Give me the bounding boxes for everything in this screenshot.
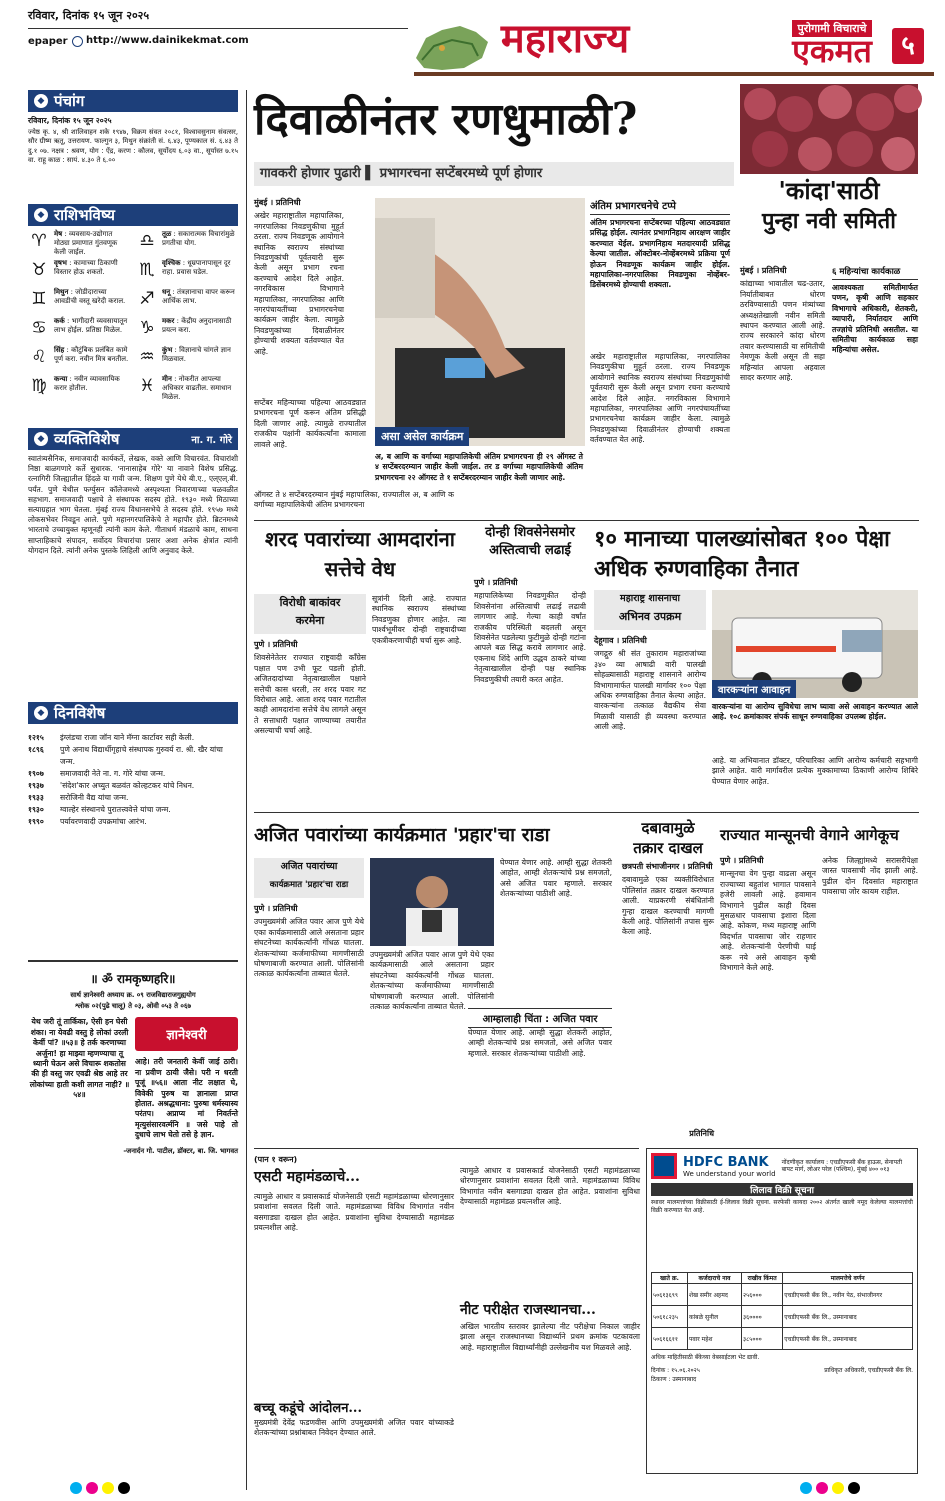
hdfc-notice <box>646 1148 918 1474</box>
zodiac-icon: ♈ <box>31 231 47 251</box>
neet-headline: नीट परीक्षेत राजस्थानचा... <box>460 1302 596 1318</box>
hdfc-sign: प्राधिकृत अधिकारी, एचडीएफसी बँक लि. <box>824 1366 913 1374</box>
reg-mark-magenta <box>86 1482 98 1494</box>
lead-subhead: गावकरी होणार पुढारी ▌ प्रभागरचना सप्टेंबरमध्ये पूर्ण होणार <box>254 162 734 186</box>
vyakti-header <box>28 428 238 450</box>
ajit-tag2: कार्यक्रमात 'प्रहार'चा राडा <box>269 880 349 890</box>
reg-mark-black <box>118 1482 130 1494</box>
monsoon-col2: अनेक जिल्ह्यांमध्ये सरासरीपेक्षा जास्त पावसाची नोंद झाली आहे. पुढील दोन दिवसांत महाराष्ट्रात पावसाचा जोर कायम राहील. <box>822 856 918 897</box>
dinvishesh-text: समाजवादी नेते ना. ग. गोरे यांचा जन्म. <box>60 769 166 778</box>
rashi-text: धूम्रपानापासून दूर राहा. प्रवास घडेल. <box>162 259 231 276</box>
dinvishesh-year: १९०७ <box>28 769 44 778</box>
zodiac-icon: ♌ <box>31 347 47 367</box>
ramkrishna-col2: आहे। तरी जनतारी केवीं जाई ठारी। ना प्रवीण ठायी जैसे। परी न धरती पूजूं ॥५६॥ आता नीट लक्षात घे, विवेकी पुरुष या ज्ञानाला प्राप्त होतात. अश्रद्धधाना: पुरुषा धर्मस्यास्य परंतप। अप्राप्य मां निवर्तन्ते मृत्युसंसारवर्त्मनि ॥ जसे पाहे तो दुधाचे लाभ घेतो तसे हे ज्ञान. <box>135 1057 238 1140</box>
lead-col1-text: अखेर महाराष्ट्रातील महापालिका, नगरपालिका निवडणुकीचा मुहूर्त ठरला. राज्य निवडणूक आयोगाने स्थानिक स्वराज्य संस्थांच्या निवडणुकांची पूर्वतयारी सुरू केली असून प्रभाग रचना करण्याचे आदेश दिले आहेत. नगरविकास विभागाने महापालिका, नगरपालिका आणि नगरपंचायतींच्या प्रभागरचनेचा कार्यक्रम जाहीर केला. त्यामुळे निवडणुकांच्या दिवाळीनंतर होण्याची शक्यता वर्तवण्यात येत आहे. <box>254 211 344 356</box>
st-sub-body: मुख्यमंत्री देवेंद्र फडणवीस आणि उपमुख्यमंत्री अजित पवार यांच्याकडे शेतकऱ्यांच्या प्रश्नांबाबत निवेदन देण्यात आले. <box>254 1418 454 1438</box>
dinvishesh-year: १९३३ <box>28 793 44 802</box>
hdfc-table-cell: पवार महेश <box>687 1328 741 1350</box>
rashi-text: विज्ञानाचे चांगले ज्ञान मिळवाल. <box>162 346 231 363</box>
dinvishesh-year: १८९६ <box>28 745 44 754</box>
lead-byline: मुंबई । प्रतिनिधी <box>254 198 301 207</box>
ramkrishna-heading: ॥ ॐ रामकृष्णहरि॥ <box>90 972 176 986</box>
sharad-byline: पुणे । प्रतिनिधी <box>254 640 298 649</box>
sharad-headline: शरद पवारांच्या आमदारांना सत्तेचे वेध <box>265 527 455 581</box>
monsoon-headline: राज्यात मान्सूनची वेगाने आगेकूच <box>720 826 899 844</box>
ajit-headline: अजित पवारांच्या कार्यक्रमात 'प्रहार'चा राडा <box>254 824 550 846</box>
ajit-byline: पुणे । प्रतिनिधी <box>254 904 298 913</box>
ramkrishna-signature: -जनार्दन गो. पाटील, डॉक्टर, बा. जि. भागवत <box>123 1146 238 1155</box>
dinvishesh-item <box>28 732 238 744</box>
hdfc-bank-name: HDFC BANK <box>683 1154 769 1170</box>
lead-bottom-rule <box>254 520 919 521</box>
reg-mark-yellow <box>102 1482 114 1494</box>
ramkrishna-sub2: श्लोक ०२(पुढे चालू) ते ०३, ओवी ०५३ ते ०६७ <box>74 1002 192 1011</box>
kanda-byline: मुंबई । प्रतिनिधी <box>740 266 787 275</box>
lead-headline: दिवाळीनंतर रणधुमाळी? <box>254 94 638 145</box>
rashi-text: केंद्रीय अनुदानासाठी प्रयत्न करा. <box>162 317 232 334</box>
dinvishesh-year: १९३० <box>28 805 44 814</box>
lead-photo-caption: असा असेल कार्यक्रम <box>375 427 469 446</box>
lead-col2-text: सप्टेंबर महिन्याच्या पहिल्या आठवड्यात प्रभागरचना पूर्ण करून अंतिम प्रसिद्धी दिली जाणार आहे. त्यामुळे राज्यातील राजकीय पक्षांनी कार्यकर्त्यांना कामाला लावले आहे. <box>254 398 366 449</box>
kanda-side-head: ६ महिन्यांचा कार्यकाळ <box>832 266 918 280</box>
st-col2: त्यामुळे आधार व प्रवासकार्ड योजनेसाठी एसटी महामंडळाच्या धोरणानुसार प्रवाशांना सवलत दिली जाते. महामंडळाच्या विविध विभागांत नवीन बसगाड्या दाखल होत आहेत. प्रवाशांना सुविधा देण्यासाठी महामंडळ प्रयत्नशील आहे. <box>460 1166 640 1207</box>
zodiac-icon: ♐ <box>139 289 155 309</box>
hdfc-date: दिनांक : १५.०६.२०२५ <box>651 1366 700 1374</box>
kanda-side <box>832 266 918 466</box>
dinvishesh-item <box>28 804 238 816</box>
hdfc-table-row <box>652 1306 913 1328</box>
rashi-title: राशिभविष्य <box>54 206 115 224</box>
sharad-tag1: विरोधी बाकांवर <box>279 596 341 609</box>
rashi-name: तूळ <box>162 230 172 238</box>
monsoon-byline: पुणे । प्रतिनिधी <box>720 856 764 865</box>
lead-side-head: अंतिम प्रभागरचनेचे टप्पे <box>590 198 730 215</box>
rashi-text: तंत्रज्ञानाचा वापर करून आर्थिक लाभ. <box>162 288 235 305</box>
kanda-headline-2: पुन्हा नवी समिती <box>762 208 896 234</box>
shivsena-headline: दोन्ही शिवसेनेसमोर अस्तित्वाची लढाई <box>485 525 575 558</box>
zodiac-icon: ♏ <box>139 260 155 280</box>
hdfc-table-cell: ५०६१३६९९ <box>652 1284 688 1306</box>
rashi-text: सकारात्मक विचारांमुळे प्रगतीचा योग. <box>162 230 235 247</box>
rashi-name: कन्या <box>54 375 68 383</box>
rashi-text: नोकरीत आपल्या अधिकार वाढतील. समाधान मिळेल. <box>162 375 232 401</box>
rashi-name: मेष <box>54 230 63 238</box>
hdfc-col-header: मालमत्तेचे वर्णन <box>783 1273 913 1284</box>
rashi-box <box>28 204 238 420</box>
kanda-col1 <box>740 266 825 466</box>
epaper-label: epaper <box>28 36 68 47</box>
globe-icon <box>72 36 83 47</box>
hdfc-table-row <box>652 1328 913 1350</box>
left-column-rule <box>246 90 247 1490</box>
hdfc-table-cell: ३८५००० <box>742 1328 783 1350</box>
tagline: पुरोगामी विचाराचे <box>792 20 872 37</box>
sharad-col1 <box>254 640 366 800</box>
palkhi-photo-caption: वारकऱ्यांना आवाहन <box>712 680 796 698</box>
lead-col2 <box>350 198 372 200</box>
kanda-headline-1: 'कांदा'साठी <box>778 176 880 205</box>
zodiac-icon: ♉ <box>31 260 47 280</box>
zodiac-icon: ♍ <box>31 376 47 396</box>
palkhi-body: जगद्गुरु श्री संत तुकाराम महाराजांच्या ३४० व्या आषाढी वारी पालखी सोहळ्यासाठी महाराष्ट्र शासनाने आरोग्य विभागामार्फत पालखी मार्गावर १०० पेक्षा अधिक रुग्णवाहिका तैनात केल्या आहेत. वारकऱ्यांना तत्काळ वैद्यकीय सेवा मिळावी यासाठी ही व्यवस्था करण्यात आली आहे. <box>594 649 706 732</box>
zodiac-icon: ♋ <box>31 318 47 338</box>
sharad-col2: सूत्रांनी दिली आहे. राज्यात स्थानिक स्वराज्य संस्थांच्या निवडणुका होणार आहेत. त्या पार्श्वभूमीवर दोन्ही राष्ट्रवादीच्या एकत्रीकरणाचीही चर्चा सुरू आहे. <box>372 594 466 645</box>
hdfc-table-header <box>652 1273 913 1284</box>
lead-right-text-body: अखेर महाराष्ट्रातील महापालिका, नगरपालिका निवडणुकीचा मुहूर्त ठरला. राज्य निवडणूक आयोगाने स्थानिक स्वराज्य संस्थांच्या निवडणुकांची पूर्वतयारी सुरू केली असून प्रभाग रचना करण्याचे आदेश दिले आहेत. नगरविकास विभागाने महापालिका, नगरपालिका आणि नगरपंचायतींच्या प्रभागरचनेचा कार्यक्रम जाहीर केला. त्यामुळे निवडणुकांच्या दिवाळीनंतर होण्याची शक्यता वर्तवण्यात येत आहे. <box>590 352 730 445</box>
shivsena-byline: पुणे । प्रतिनिधी <box>474 578 518 587</box>
rashi-name: वृषभ <box>54 259 67 267</box>
hdfc-table-cell: एचडीएफसी बँक लि., उस्मानाबाद <box>783 1328 913 1350</box>
onion-photo <box>740 84 918 174</box>
rashi-header <box>28 204 238 226</box>
section-title: महाराज्य <box>500 15 630 62</box>
rashi-text: कौटुंबिक प्रलंबित कामे पूर्ण करा. नवीन मित्र बनतील. <box>54 346 129 363</box>
ramkrishna-col1: येथ जरी तूं तार्किका, ऐसी हन घेसी शंका। ना येवढी वस्तु हे लोकां उरली केवीं पां? ॥५३॥ हे तर्क करणाच्या अर्जुना! हा माझ्या म्हणण्याचा तू ध्यानी घेऊन असे विचारू शकतोस की ही वस्तु जर एवढी श्रेष्ठ आहे तर लोकांच्या हाती कशी लागत नाही? ॥५४॥ <box>29 1017 130 1100</box>
ajit-pawar-photo <box>370 858 494 946</box>
panchang-body: ज्येष्ठ कृ. ४, श्री शालिवाहन शके १९४७, विक्रम संवत २०८१, विश्वावसुनाम संवत्सर, सौर ग्रीष्म ऋतू, उत्तरायण. फाल्गुन ३, मिथुन संक्रांती सं. ६.४३, पूण्यकाल सं. ६.४३ ते दु.१ ०७. नक्षत्र : श्रवण, योग : ऐंद्र, करण : कौलव, सूर्योदय ६.०३ वा., सूर्यास्त ७.१५ वा. राहू काळ : सायं. ४.३० ते ६.०० <box>28 128 238 164</box>
panchang-date: रविवार, दिनांक १५ जून २०२५ <box>28 116 112 125</box>
rashi-name: कुंभ <box>162 346 173 354</box>
page-number: ५ <box>892 28 924 64</box>
ballot-photo-svg <box>375 198 585 446</box>
rashi-name: वृश्चिक <box>162 259 181 267</box>
ambulance-photo <box>712 590 918 698</box>
st-headline: एसटी महामंडळाचे... <box>254 1169 360 1185</box>
paper-name: एकमत <box>792 32 872 70</box>
hdfc-table-cell: ५०६१८२३५ <box>652 1306 688 1328</box>
rashi-name: मकर <box>162 317 175 325</box>
ramkrishna-box <box>28 960 238 1460</box>
rashi-item: ♐ धनू : तंत्रज्ञानाचा वापर करून आर्थिक लाभ. <box>136 288 238 317</box>
lead-right-text <box>590 352 730 512</box>
dabav-byline: छत्रपती संभाजीनगर । प्रतिनिधी <box>622 862 713 871</box>
dinvishesh-list <box>28 732 238 828</box>
hdfc-table-cell: ३६०००० <box>742 1306 783 1328</box>
vyakti-body: स्वातंत्र्यसैनिक, समाजवादी कार्यकर्ते, लेखक, वक्ते आणि विचारवंत. विचारांशी निष्ठा बाळगणारे कर्ते सुधारक. 'नानासाहेब गोरे' या नावाने विशेष प्रसिद्ध. रत्नागिरी जिल्ह्यातील हिंदळे या गावी जन्म. शिक्षण पुणे येथे बी.ए., एल्एल्.बी. पर्यंत. पुणे येथील फर्ग्युसन कॉलेजमध्ये अस्पृश्यता निवारणाच्या चळवळीत सहभाग. समाजवादी पक्षाचे ते संस्थापक सदस्य होते. १९३० मध्ये मिठाच्या सत्याग्रहात भाग घेतला. मुंबई राज्य विधानसभेचे ते सदस्य होते. १९५७ मध्ये लोकसभेवर निवडून आले. पुणे महानगरपालिकेचे ते महापौर होते. ब्रिटनमध्ये भारताचे उच्चायुक्त म्हणूनही त्यांनी काम केले. गीताधर्म मंडळाचे काम, साधना साप्ताहिकाचे संपादन, सर्वोदय विचारांचा प्रसार अशा अनेक क्षेत्रांत त्यांनी योगदान दिले. त्यांनी अनेक पुस्तके लिहिली आणि अनुवाद केले. <box>28 454 238 555</box>
palkhi-col2: आहे. या अभियानात डॉक्टर, परिचारिका आणि आरोग्य कर्मचारी सहभागी झाले आहेत. वारी मार्गावरील प्रत्येक मुक्कामाच्या ठिकाणी आरोग्य शिबिरे घेण्यात येणार आहेत. <box>712 756 918 786</box>
sharad-body: शिवसेनेतेतर राज्यात राष्ट्रवादी काँग्रेस पक्षात पण उभी फूट पडली होती. अजितदादांच्या नेतृत्वाखालील पक्षाने सत्तेची कास धरली, तर शरद पवार गट विरोधात आहे. आता शरद पवार गटातील काही आमदारांना सत्तेचे वेध लागले असून ते सत्ताधारी पक्षात जाण्याच्या तयारीत असल्याची चर्चा आहे. <box>254 653 366 736</box>
dinvishesh-item <box>28 780 238 792</box>
lead-bottom-left: ऑगस्ट ते ४ सप्टेंबरदरम्यान मुंबई महापालिका, राज्यातील अ, ब आणि क वर्गाच्या महापालिकेची अंतिम प्रभागरचना <box>254 490 454 510</box>
masthead <box>0 0 945 76</box>
reg-mark-yellow-2 <box>832 1482 844 1494</box>
palkhi-headline: १० मानाच्या पालख्यांसोबत १०० पेक्षा अधिक रुग्णवाहिका तैनात <box>594 526 890 582</box>
kanda-side-body: आवश्यकता समितीमार्फत पणन, कृषी आणि सहकार विभागाचे अधिकारी, शेतकरी, व्यापारी, निर्यातदार आणि तज्ज्ञांचे प्रतिनिधी असतील. या समितीचा कार्यकाळ सहा महिन्यांचा असेल. <box>832 283 918 355</box>
rashi-item: ♑ मकर : केंद्रीय अनुदानासाठी प्रयत्न करा. <box>136 317 238 346</box>
dinvishesh-text: इंग्लंडचा राजा जॉन याने मॅग्ना कार्टावर सही केली. <box>60 733 195 742</box>
dabav-col <box>622 862 714 1142</box>
lead-side-box <box>590 198 730 290</box>
dinvishesh-item <box>28 768 238 780</box>
sharad-tag2: करमेना <box>295 614 325 627</box>
mid-rule <box>254 812 919 813</box>
dinvishesh-item <box>28 816 238 828</box>
rashi-item: ♋ कर्क : भागीदारी व्यवसायातून लाभ होईल. प्रतिष्ठा मिळेल. <box>28 317 130 346</box>
hdfc-title: लिलाव विक्री सूचना <box>651 1183 913 1196</box>
ajit-col3-body: घेण्यात येणार आहे. आम्ही सुद्धा शेतकरी आहोत, आम्ही शेतकऱ्यांचे प्रश्न समजतो, असे अजित पवार म्हणाले. सरकार शेतकऱ्यांच्या पाठीशी आहे. <box>500 858 612 899</box>
dinvishesh-header <box>28 702 238 724</box>
rashi-item: ♓ मीन : नोकरीत आपल्या अधिकार वाढतील. समाधान मिळेल. <box>136 375 238 404</box>
hdfc-table-cell: शेख समीर अहमद <box>687 1284 741 1306</box>
website-link[interactable]: http://www.dainikekmat.com <box>86 35 249 46</box>
date-line-rule <box>28 28 408 29</box>
dabav-footer: प्रतिनिधि <box>689 1129 714 1138</box>
vyakti-box <box>28 428 238 692</box>
panchang-box <box>28 90 238 198</box>
palkhi-tag <box>594 590 706 630</box>
vyakti-author: ना. ग. गोरे <box>191 435 232 446</box>
ramkrishna-sub1: सार्थ ज्ञानेश्वरी अध्याय क्र. ०९ राजविद्याराजगुह्ययोग <box>70 991 196 999</box>
kanda-body: कांद्याच्या भावातील चढ-उतार, निर्यातीबाबत धोरण ठरविण्यासाठी पणन मंत्र्यांच्या अध्यक्षतेखाली नवीन समिती स्थापन करण्यात आली आहे. राज्य सरकारने कांदा धोरण तयार करण्यासाठी या समितीची नेमणूक केली असून ती सहा महिन्यांत आपला अहवाल सादर करणार आहे. <box>740 279 825 383</box>
dinvishesh-year: १९९० <box>28 817 44 826</box>
ajit-tag1: अजित पवारांच्या <box>280 861 338 872</box>
dinvishesh-year: १२१५ <box>28 733 44 742</box>
hdfc-table-row <box>652 1284 913 1306</box>
panchang-header <box>28 90 238 112</box>
palkhi-col1 <box>594 636 706 786</box>
date-line: रविवार, दिनांक १५ जून २०२५ <box>28 9 150 22</box>
dabav-headline-2: तक्रार दाखल <box>633 839 703 857</box>
rashi-item: ♍ कन्या : नवीन व्यावसायिक करार होतील. <box>28 375 130 404</box>
hdfc-notice-text: स्थावर मालमत्तांच्या विक्रीसाठी ई-लिलाव विक्री सूचना. सरफेसी कायदा २००२ अंतर्गत खाली नमूद केलेल्या मालमत्तांची विक्री करण्यात येत आहे. <box>651 1199 913 1214</box>
dinvishesh-box <box>28 702 238 952</box>
rashi-item: ♏ वृश्चिक : धूम्रपानापासून दूर राहा. प्रवास घडेल. <box>136 259 238 288</box>
rashi-name: मीन <box>162 375 172 383</box>
palkhi-tag2: अभिनव उपक्रम <box>618 610 682 623</box>
rashi-text: नवीन व्यावसायिक करार होतील. <box>54 375 120 392</box>
vyakti-title: व्यक्तिविशेष <box>54 430 120 448</box>
reg-mark-magenta-2 <box>816 1482 828 1494</box>
hdfc-table-cell: एचडीएफसी बँक लि., नवीन पेठ, संभाजीनगर <box>783 1284 913 1306</box>
palkhi-tag1: महाराष्ट्र शासनाचा <box>620 593 680 604</box>
st-jump: (पान १ वरून) <box>254 1155 298 1164</box>
rashi-item: ♉ वृषभ : कामाच्या ठिकाणी विस्तार होऊ शकतो. <box>28 259 130 288</box>
rashi-name: धनू <box>162 288 171 296</box>
ajit-photo-svg <box>370 858 494 946</box>
shivsena-col <box>474 578 586 804</box>
st-body: त्यामुळे आधार व प्रवासकार्ड योजनेसाठी एसटी महामंडळाच्या धोरणानुसार प्रवाशांना सवलत दिली जाते. महामंडळाच्या विविध विभागांत नवीन बसगाड्या दाखल होत आहेत. प्रवाशांना सुविधा देण्यासाठी महामंडळ प्रयत्नशील आहे. <box>254 1192 454 1233</box>
hdfc-address: नोंदणीकृत कार्यालय : एचडीएफसी बँक हाऊस, सेनापती बापट मार्ग, लोअर परेल (पश्चिम), मुंबई ४०० ०१३ <box>781 1158 902 1173</box>
rashi-text: जोडीदाराच्या आवडीची वस्तू खरेदी कराल. <box>54 288 126 305</box>
sharad-tag <box>254 594 366 634</box>
ajit-tag <box>254 858 364 898</box>
lead-side-body: अंतिम प्रभागरचना सप्टेंबरच्या पहिल्या आठवड्यात प्रसिद्ध होईल. त्यानंतर प्रभागनिहाय आरक्षण जाहीर करण्यात येईल. प्रभागनिहाय मतदारयादी प्रसिद्ध केल्या जातील. ऑक्टोबर-नोव्हेंबरमध्ये प्रक्रिया पूर्ण होऊन निवडणूक कार्यक्रम जाहीर होईल. महापालिका-नगरपालिका निवडणुका नोव्हेंबर-डिसेंबरमध्ये होण्याची शक्यता. <box>590 218 730 290</box>
dinvishesh-text: पर्यावरणवादी उपक्रमांचा आरंभ. <box>60 817 147 826</box>
ajit-quote-head: आम्हालाही चिंता : अजित पवार <box>468 1008 612 1028</box>
diamond-icon: ◆ <box>34 94 48 108</box>
zodiac-icon: ♒ <box>139 347 155 367</box>
dinvishesh-item <box>28 744 238 768</box>
reg-mark-cyan <box>70 1482 82 1494</box>
rashi-item: ♊ मिथुन : जोडीदाराच्या आवडीची वस्तू खरेदी कराल. <box>28 288 130 317</box>
hdfc-logo-icon <box>651 1153 677 1179</box>
monsoon-col1 <box>720 856 816 1086</box>
dabav-headline-1: दबावामुळे <box>641 819 695 837</box>
hdfc-table-cell: ५०६१६६११ <box>652 1328 688 1350</box>
st-sub: बच्चू कडूंचे आंदोलन... <box>254 1401 362 1416</box>
rashi-name: कर्क <box>54 317 65 325</box>
dinvishesh-year: १९३७ <box>28 781 44 790</box>
rashi-item: ♎ तूळ : सकारात्मक विचारांमुळे प्रगतीचा योग. <box>136 230 238 259</box>
ajit-col3 <box>500 858 612 998</box>
reg-mark-black-2 <box>848 1482 860 1494</box>
dinvishesh-text: सरोजिनी वैद्य यांचा जन्म. <box>60 793 129 802</box>
panchang-title: पंचांग <box>54 92 85 110</box>
maharashtra-map-graphic <box>412 18 492 74</box>
ajit-col2: उपमुख्यमंत्री अजित पवार आज पुणे येथे एका कार्यक्रमासाठी आले असताना प्रहार संघटनेच्या कार्यकर्त्यांनी गोंधळ घातला. शेतकऱ्यांच्या कर्जमाफीच्या मागणीसाठी घोषणाबाजी करण्यात आली. पोलिसांनी तत्काळ कार्यकर्त्यांना ताब्यात घेतले. <box>370 950 494 1012</box>
rashi-item: ♌ सिंह : कौटुंबिक प्रलंबित कामे पूर्ण करा. नवीन मित्र बनतील. <box>28 346 130 375</box>
hdfc-footer: अधिक माहितीसाठी बँकेच्या वेबसाईटला भेट द्यावी. <box>651 1354 760 1361</box>
rashi-item: ♒ कुंभ : विज्ञानाचे चांगले ज्ञान मिळवाल. <box>136 346 238 375</box>
hdfc-col-header: कर्जदाराचे नाव <box>687 1273 741 1284</box>
zodiac-icon: ♓ <box>139 376 155 396</box>
zodiac-icon: ♑ <box>139 318 155 338</box>
hdfc-table-cell: कांबळे सुनील <box>687 1306 741 1328</box>
dinvishesh-item <box>28 792 238 804</box>
ajit-col1 <box>254 904 364 1154</box>
shivsena-body: महापालिकेच्या निवडणुकीत दोन्ही शिवसेनांना अस्तित्वाची लढाई लढावी लागणार आहे. गेल्या काही वर्षांत राजकीय परिस्थिती बदलली असून शिवसेनेत पडलेल्या फुटीमुळे दोन्ही गटांना आपले बळ सिद्ध करावे लागणार आहे. एकनाथ शिंदे आणि उद्धव ठाकरे यांच्या नेतृत्वाखालील दोन्ही पक्ष स्थानिक निवडणुकीची तयारी करत आहेत. <box>474 591 586 684</box>
hdfc-place: ठिकाण : उस्मानाबाद <box>651 1375 697 1383</box>
ajit-quote-body: घेण्यात येणार आहे. आम्ही सुद्धा शेतकरी आहोत, आम्ही शेतकऱ्यांचे प्रश्न समजतो, असे अजित पवार म्हणाले. सरकार शेतकऱ्यांच्या पाठीशी आहे. <box>468 1028 612 1058</box>
dinvishesh-text: 'संदेश'कार अच्युत बळवंत कोल्हटकर यांचे निधन. <box>60 781 195 790</box>
palkhi-byline: देहूगाव । प्रतिनिधी <box>594 636 647 645</box>
hdfc-tagline: We understand your world <box>683 1169 776 1178</box>
monsoon-body: मान्सूनचा वेग पुन्हा वाढला असून राज्याच्या बहुतांश भागात पावसाने हजेरी लावली आहे. हवामान विभागाने पुढील काही दिवस मुसळधार पावसाचा इशारा दिला आहे. कोकण, मध्य महाराष्ट्र आणि विदर्भात पावसाचा जोर राहणार आहे. शेतकऱ्यांनी पेरणीची घाई करू नये असे आवाहन कृषी विभागाने केले आहे. <box>720 869 816 973</box>
palkhi-caption-body: वारकऱ्यांना या आरोग्य सुविधेचा लाभ घ्यावा असे आवाहन करण्यात आले आहे. १०८ क्रमांकावर संपर्क साधून रुग्णवाहिका उपलब्ध होईल. <box>712 702 918 722</box>
onion-photo-svg <box>740 84 918 174</box>
hdfc-table <box>651 1272 913 1350</box>
zodiac-icon: ♎ <box>139 231 155 251</box>
rashi-name: सिंह <box>54 346 65 354</box>
rashi-text: भागीदारी व्यवसायातून लाभ होईल. प्रतिष्ठा मिळेल. <box>54 317 128 334</box>
ajit-body: उपमुख्यमंत्री अजित पवार आज पुणे येथे एका कार्यक्रमासाठी आले असताना प्रहार संघटनेच्या कार्यकर्त्यांनी गोंधळ घातला. शेतकऱ्यांच्या कर्जमाफीच्या मागणीसाठी घोषणाबाजी करण्यात आली. पोलिसांनी तत्काळ कार्यकर्त्यांना ताब्यात घेतले. <box>254 917 364 979</box>
diamond-icon: ◆ <box>34 706 48 720</box>
masthead-bar <box>414 72 934 76</box>
neet-body: अखिल भारतीय स्तरावर झालेल्या नीट परीक्षेचा निकाल जाहीर झाला असून राजस्थानच्या विद्यार्थ्याने प्रथम क्रमांक पटकावला आहे. महाराष्ट्रातील विद्यार्थ्यांनीही उल्लेखनीय यश मिळवले आहे. <box>460 1322 640 1352</box>
hdfc-table-cell: एचडीएफसी बँक लि., उस्मानाबाद <box>783 1306 913 1328</box>
lead-below-photo: अ, ब आणि क वर्गाच्या महापालिकेची अंतिम प्रभागरचना ही २९ ऑगस्ट ते ४ सप्टेंबरदरम्यान जाहीर केली जाईल. तर ड वर्गाच्या महापालिकेची अंतिम प्रभागरचना २२ ऑगस्ट ते १ सप्टेंबरदरम्यान जाहीर केली जाणार आहे. <box>375 452 583 482</box>
dabav-body: दबावामुळे एका व्यक्तीविरोधात पोलिसांत तक्रार दाखल करण्यात आली. याप्रकरणी संबंधितांनी गुन्हा दाखल करण्याची मागणी केली आहे. पोलिसांनी तपास सुरू केला आहे. <box>622 875 714 937</box>
dinvishesh-title: दिनविशेष <box>54 704 106 722</box>
dinvishesh-text: ग्वाल्हेर संस्थानचे पुरातत्त्ववेत्ते यांचा जन्म. <box>60 805 171 814</box>
rashi-text: कामाच्या ठिकाणी विस्तार होऊ शकतो. <box>54 259 118 276</box>
ballot-machine-photo <box>375 198 585 446</box>
diamond-icon: ◆ <box>34 432 48 446</box>
rashi-grid <box>28 230 238 404</box>
lower-rule <box>254 1148 639 1149</box>
hdfc-table-cell: २५६००० <box>742 1284 783 1306</box>
diamond-icon: ◆ <box>34 208 48 222</box>
hdfc-col-header: खाते क्र. <box>652 1273 688 1284</box>
rashi-name: मिथुन <box>54 288 69 296</box>
rashi-text: व्यवसाय-उद्योगात मोठ्या प्रमाणात गुंतवणूक केली जाईल. <box>54 230 118 256</box>
dinvishesh-text: पुणे अनाथ विद्यार्थीगृहाचे संस्थापक गुरुवर्य रा. श्री. खैर यांचा जन्म. <box>60 745 223 766</box>
hdfc-col-header: राखीव किंमत <box>742 1273 783 1284</box>
rashi-item: ♈ मेष : व्यवसाय-उद्योगात मोठ्या प्रमाणात गुंतवणूक केली जाईल. <box>28 230 130 259</box>
dnyaneshwari-logo: ज्ञानेश्वरी <box>135 1017 238 1051</box>
reg-mark-cyan-2 <box>800 1482 812 1494</box>
zodiac-icon: ♊ <box>31 289 47 309</box>
